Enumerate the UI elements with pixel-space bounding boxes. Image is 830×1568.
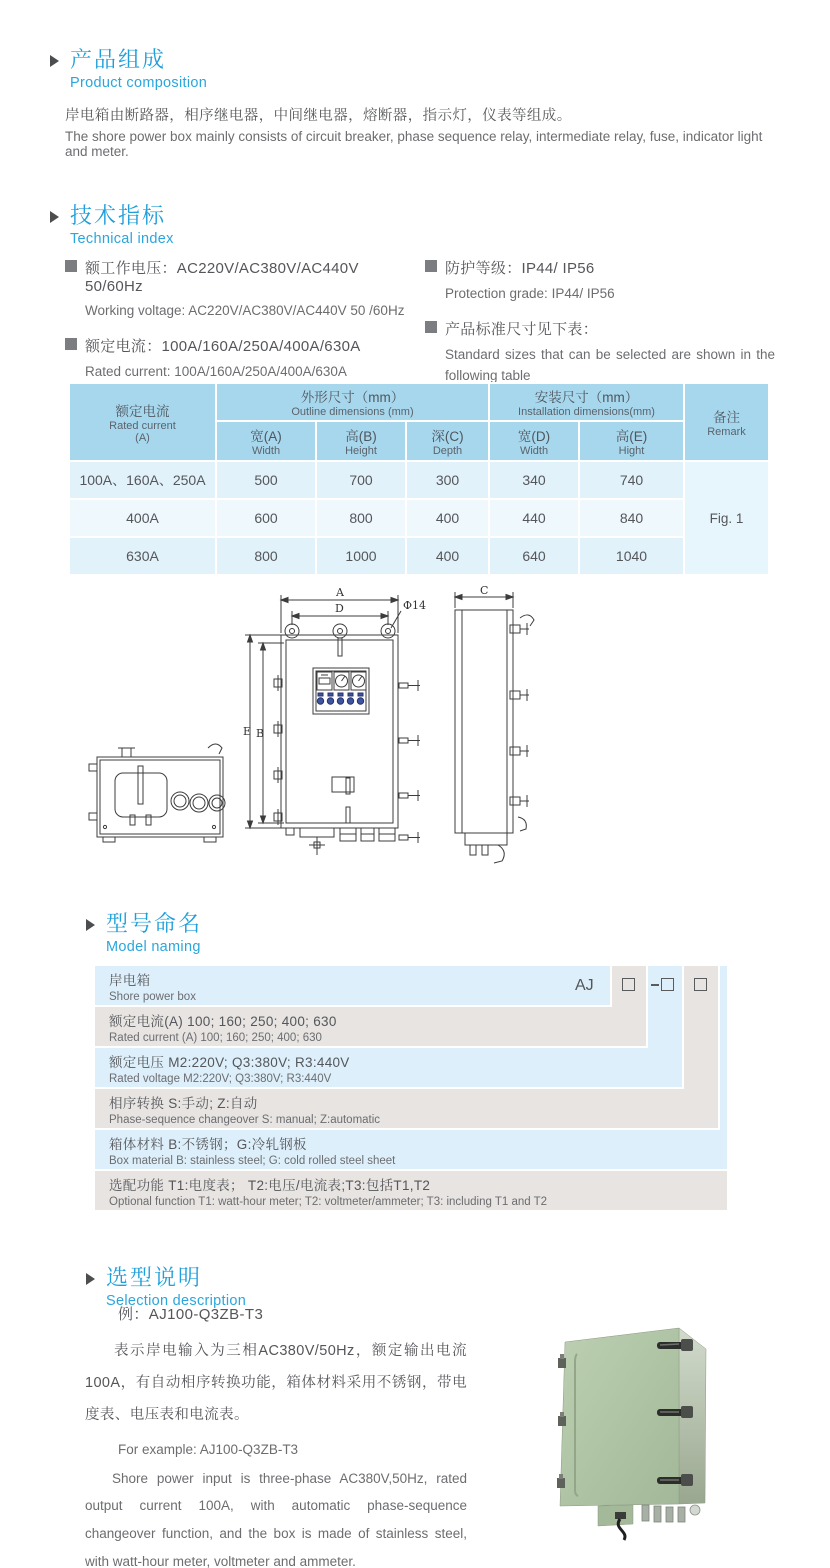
technical-title-en: Technical index <box>70 231 174 248</box>
spec-zh-text: 额工作电压：AC220V/AC380V/AC440V 50/60Hz <box>85 260 359 295</box>
spec-working-voltage <box>65 257 415 322</box>
col-header-width-a: 宽(A) Width <box>216 421 316 461</box>
svg-text:E: E <box>243 725 252 738</box>
drawing-front-view <box>243 586 426 855</box>
code-stripe-4 <box>720 966 727 1130</box>
bullet-square-icon <box>425 260 437 272</box>
naming-row-phase-sequence: 相序转换 S:手动; Z:自动 Phase-sequence changeover S: manual; Z:automatic <box>95 1089 718 1128</box>
selection-title-zh: 选型说明 <box>106 1265 203 1290</box>
col-header-width-d: 宽(D) Width <box>489 421 579 461</box>
code-dash <box>651 984 659 986</box>
code-box-option <box>694 978 707 991</box>
col-group-installation-dimensions: 安装尺寸（mm） Installation dimensions(mm) <box>489 383 684 421</box>
model-prefix: AJ <box>575 976 594 994</box>
section-arrow-icon <box>50 55 59 67</box>
svg-text:D: D <box>335 602 344 615</box>
section-model-naming-heading <box>86 912 202 955</box>
code-box-voltage <box>661 978 674 991</box>
col-header-hight-e: 高(E) Hight <box>579 421 684 461</box>
col-header-remark: 备注 Remark <box>684 383 769 461</box>
product-photo <box>545 1300 800 1568</box>
naming-row-shore-power-box: 岸电箱 Shore power box <box>95 966 610 1005</box>
cable-glands <box>642 1505 700 1522</box>
hook-base <box>615 1512 626 1519</box>
bullet-square-icon <box>65 260 77 272</box>
naming-row-optional-function: 选配功能 T1:电度表； T2:电压/电流表;T3:包括T1,T2 Optional function T1: watt-hour meter; T2: voltmeter/ammeter; T3: including T1 and T2 <box>95 1171 727 1210</box>
svg-text:B: B <box>256 727 265 740</box>
drawing-side-view <box>455 585 534 863</box>
col-group-outline-dimensions: 外形尺寸（mm） Outline dimensions (mm) <box>216 383 489 421</box>
composition-paragraph-zh: 岸电箱由断路器，相序继电器，中间继电器，熔断器，指示灯，仪表等组成。 <box>65 108 572 124</box>
spec-standard-sizes <box>425 318 775 387</box>
selection-paragraph-zh: 表示岸电输入为三相AC380V/50Hz，额定输出电流100A，有自动相序转换功能，箱体材料采用不锈钢，带电度表、电压表和电流表。 <box>85 1343 467 1423</box>
svg-text:A: A <box>336 586 344 599</box>
naming-title-en: Model naming <box>106 939 201 956</box>
table-row: 100A、160A、250A 500 700 300 340 740 Fig. 1 <box>69 461 769 499</box>
spec-en-text: Rated current: 100A/160A/250A/400A/630A <box>85 363 347 379</box>
naming-row-rated-current: 额定电流(A) 100; 160; 250; 400; 630 Rated current (A) 100; 160; 250; 400; 630 <box>95 1007 646 1046</box>
spec-zh-text: 产品标准尺寸见下表： <box>445 320 599 338</box>
naming-title-zh: 型号命名 <box>106 911 203 936</box>
section-arrow-icon <box>86 1273 95 1285</box>
col-header-rated-current: 额定电流 Rated current (A) <box>69 383 216 461</box>
side-latches <box>510 615 534 831</box>
code-box-current <box>622 978 635 991</box>
col-header-height-b: 高(B) Height <box>316 421 406 461</box>
spec-zh-text: 额定电流：100A/160A/250A/400A/630A <box>85 337 361 355</box>
selection-text-block <box>85 1303 467 1568</box>
spec-zh-text: 防护等级：IP44/ IP56 <box>445 260 595 277</box>
spec-column-right <box>425 257 775 400</box>
selection-paragraph-en: Shore power input is three-phase AC380V,50Hz, rated output current 100A, with automatic phase-sequence changeover function, and the box is made of stainless steel, with watt-hour meter, voltmeter and ammeter. <box>85 1470 467 1568</box>
technical-drawing-figure1 <box>70 585 770 885</box>
spec-en-text: Working voltage: AC220V/AC380V/AC440V 50 /60Hz <box>85 303 405 318</box>
spec-rated-current <box>65 335 415 383</box>
naming-row-box-material: 箱体材料 B:不锈钢；G:冷轧钢板 Box material B: stainless steel; G: cold rolled steel sheet <box>95 1130 727 1169</box>
selection-example-en: For example: AJ100-Q3ZB-T3 <box>118 1441 299 1457</box>
svg-text:C: C <box>480 585 489 597</box>
model-naming-table <box>95 966 727 1212</box>
table-row: 630A 800 1000 400 640 1040 <box>69 537 769 575</box>
svg-text:Φ14: Φ14 <box>403 599 427 612</box>
composition-title-en: Product composition <box>70 75 208 92</box>
spec-column-left <box>65 257 415 396</box>
composition-paragraph-en: The shore power box mainly consists of circuit breaker, phase sequence relay, intermediate relay, fuse, indicator light and meter. <box>65 129 763 159</box>
section-arrow-icon <box>86 919 95 931</box>
table-row: 400A 600 800 400 440 840 <box>69 499 769 537</box>
selection-example-zh: 例：AJ100-Q3ZB-T3 <box>118 1306 264 1323</box>
bullet-square-icon <box>425 321 437 333</box>
section-product-composition-heading <box>50 48 207 91</box>
spec-en-text: Standard sizes that can be selected are shown in the following table <box>445 346 775 383</box>
naming-row-rated-voltage: 额定电压 M2:220V; Q3:380V; R3:440V Rated voltage M2:220V; Q3:380V; R3:440V <box>95 1048 682 1087</box>
section-technical-index-heading <box>50 204 174 247</box>
col-header-depth-c: 深(C) Depth <box>406 421 489 461</box>
spec-en-text: Protection grade: IP44/ IP56 <box>445 286 615 301</box>
latches <box>399 680 420 843</box>
remark-value: Fig. 1 <box>684 461 769 575</box>
technical-title-zh: 技术指标 <box>70 203 167 228</box>
selection-title-en: Selection description <box>106 1293 247 1310</box>
spec-protection-grade <box>425 257 775 305</box>
composition-title-zh: 产品组成 <box>70 47 167 72</box>
meter-panel <box>313 668 369 714</box>
bullet-square-icon <box>65 338 77 350</box>
dimension-table <box>68 382 770 576</box>
section-arrow-icon <box>50 211 59 223</box>
drawing-bottom-view <box>89 744 225 842</box>
